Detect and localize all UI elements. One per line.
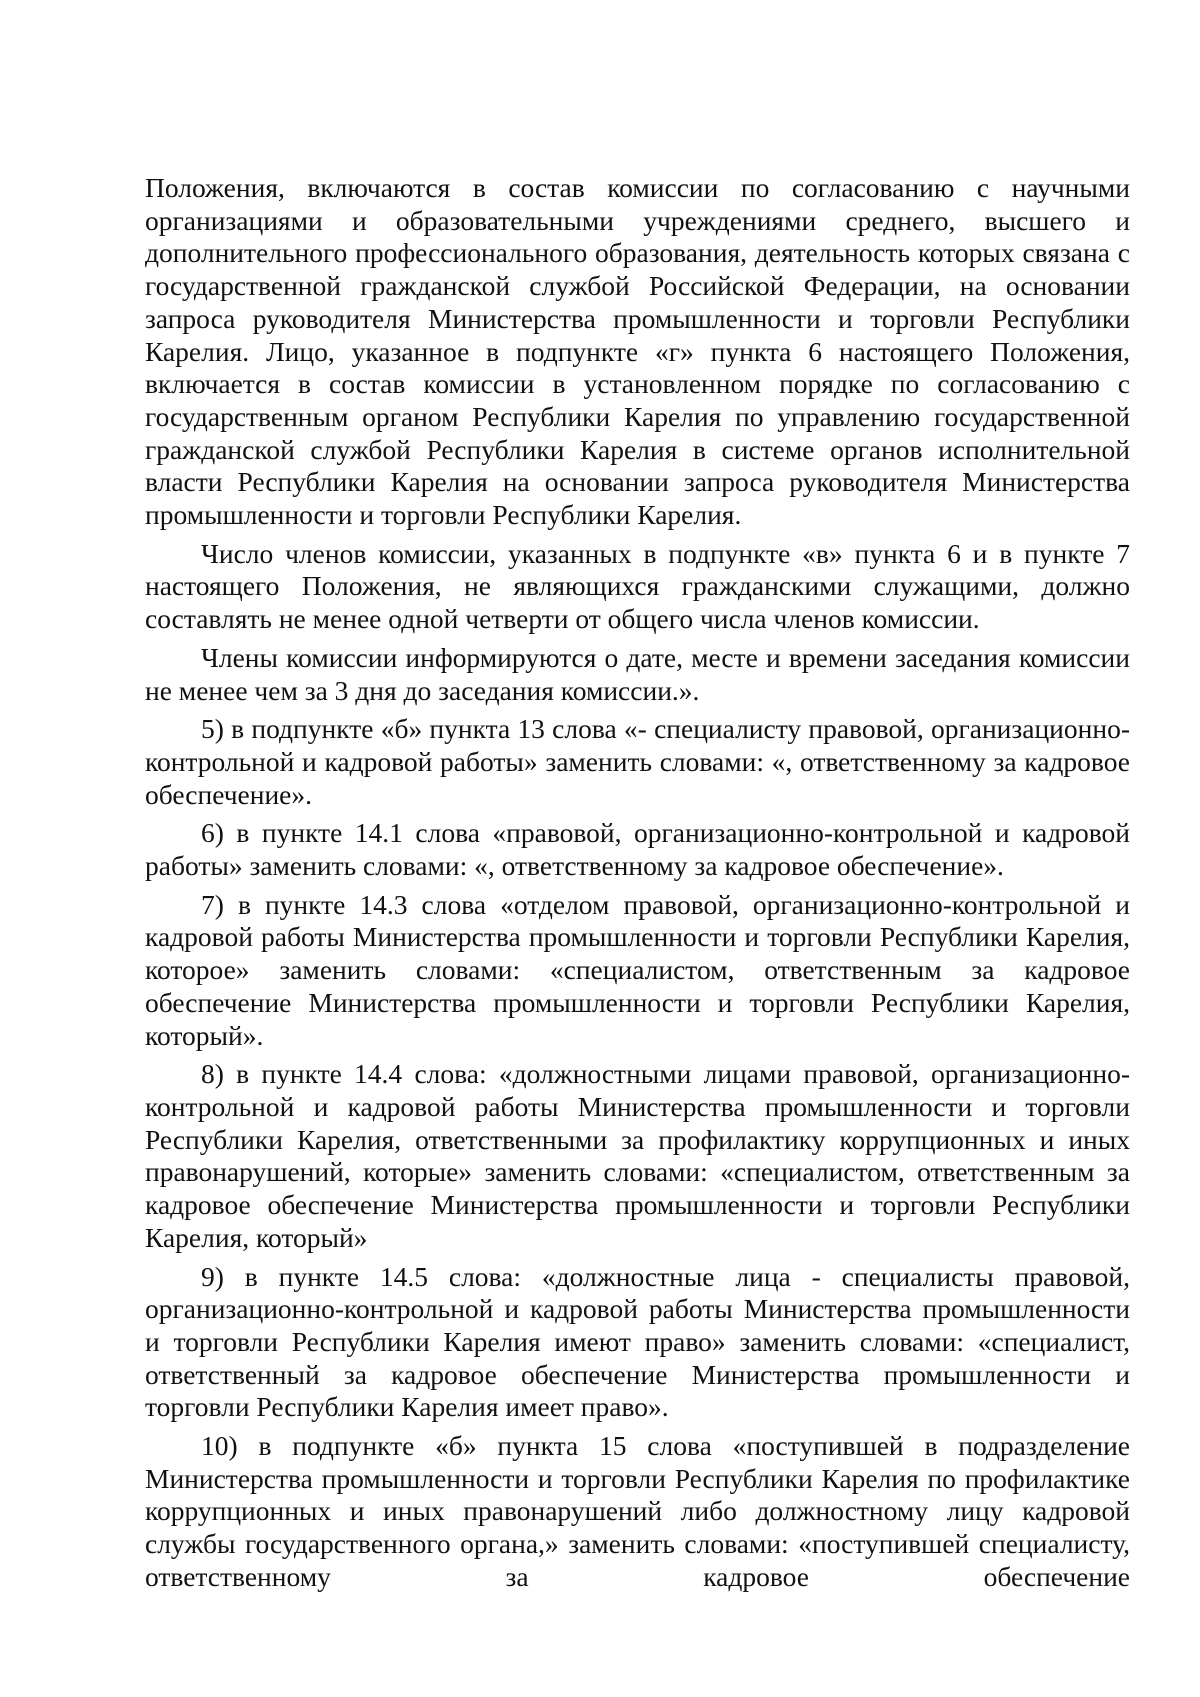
paragraph-item-6: 6) в пункте 14.1 слова «правовой, организационно-контрольной и кадровой работы» заменить словами: «, ответственному за кадровое обеспечение». [145,817,1130,882]
paragraph-2: Число членов комиссии, указанных в подпункте «в» пункта 6 и в пункте 7 настоящего Положения, не являющихся гражданскими служащими, должно составлять не менее одной четверти от общего числа членов комиссии. [145,537,1130,635]
document-body [145,172,1130,1594]
paragraph-item-8: 8) в пункте 14.4 слова: «должностными лицами правовой, организационно-контрольной и кадровой работы Министерства промышленности и торговли Республики Карелия, ответственными за профилактику коррупционных и иных правонарушений, которые» заменить словами: «специалистом, ответственным за кадровое обеспечение Министерства промышленности и торговли Республики Карелия, который» [145,1058,1130,1253]
paragraph-item-5: 5) в подпункте «б» пункта 13 слова «- специалисту правовой, организационно-контрольной и кадровой работы» заменить словами: «, ответственному за кадровое обеспечение». [145,713,1130,810]
paragraph-3: Члены комиссии информируются о дате, месте и времени заседания комиссии не менее чем за 3 дня до заседания комиссии.». [145,641,1130,706]
paragraph-1: Положения, включаются в состав комиссии по согласованию с научными организациями и образовательными учреждениями среднего, высшего и дополнительного профессионального образования, деятельность которых связана с государственной гражданской службой Российской Федерации, на основании запроса руководителя Министерства промышленности и торговли Республики Карелия. Лицо, указанное в подпункте «г» пункта 6 настоящего Положения, включается в состав комиссии в установленном порядке по согласованию с государственным органом Республики Карелия по управлению государственной гражданской службой Республики Карелия в системе органов исполнительной власти Республики Карелия на основании запроса руководителя Министерства промышленности и торговли Республики Карелия. [145,172,1130,531]
paragraph-item-9: 9) в пункте 14.5 слова: «должностные лица - специалисты правовой, организационно-контрольной и кадровой работы Министерства промышленности и торговли Республики Карелия имеют право» заменить словами: «специалист, ответственный за кадровое обеспечение Министерства промышленности и торговли Республики Карелия имеет право». [145,1260,1130,1423]
paragraph-item-10: 10) в подпункте «б» пункта 15 слова «поступившей в подразделение Министерства промышленности и торговли Республики Карелия по профилактике коррупционных и иных правонарушений либо должностному лицу кадровой службы государственного органа,» заменить словами: «поступившей специалисту, ответственному за кадровое обеспечение [145,1430,1130,1592]
paragraph-item-7: 7) в пункте 14.3 слова «отделом правовой, организационно-контрольной и кадровой работы Министерства промышленности и торговли Республики Карелия, которое» заменить словами: «специалистом, ответственным за кадровое обеспечение Министерства промышленности и торговли Республики Карелия, который». [145,888,1130,1051]
